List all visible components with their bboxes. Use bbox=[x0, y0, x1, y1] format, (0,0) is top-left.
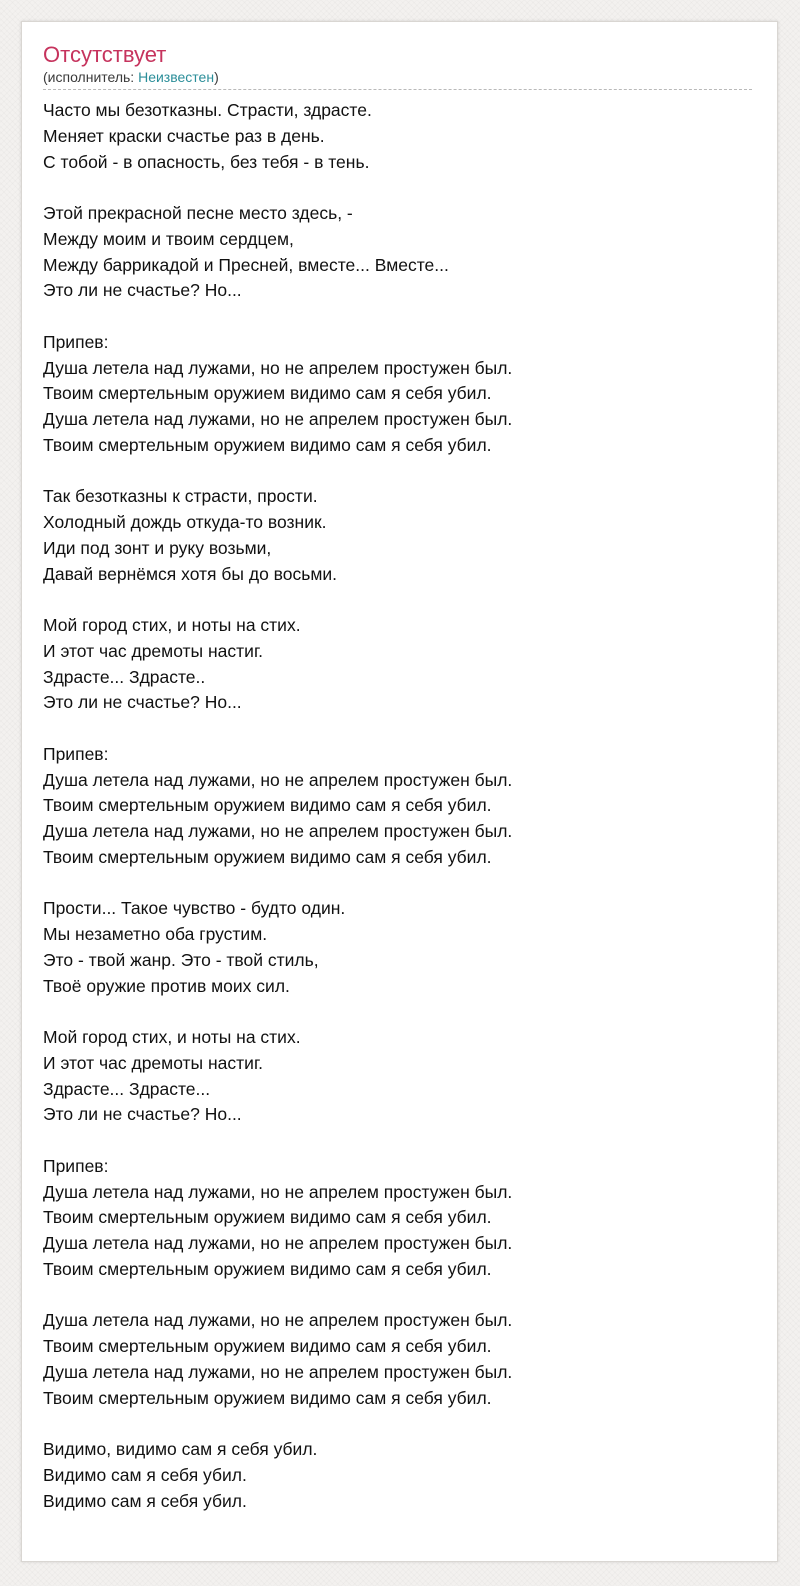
lyrics-stanza bbox=[43, 330, 757, 459]
lyrics-line: Душа летела над лужами, но не апрелем простужен был. bbox=[43, 1361, 513, 1382]
artist-link[interactable]: Неизвестен bbox=[138, 69, 215, 85]
artist-suffix: ) bbox=[214, 69, 219, 85]
lyrics-line: Мой город стих, и ноты на стих. bbox=[43, 1027, 301, 1047]
song-title: Отсутствует bbox=[43, 42, 167, 67]
lyrics-line: Твоим смертельным оружием видимо сам я себя убил. bbox=[43, 846, 492, 867]
lyrics-line: Это ли не счастье? Но... bbox=[43, 1104, 242, 1125]
lyrics-stanza bbox=[43, 742, 757, 871]
lyrics-line: Твоим смертельным оружием видимо сам я себя убил. bbox=[43, 1207, 492, 1228]
lyrics-line: Это ли не счастье? Но... bbox=[43, 280, 242, 301]
lyrics-stanza bbox=[43, 896, 757, 999]
lyrics-line: Твоим смертельным оружием видимо сам я себя убил. bbox=[43, 1387, 492, 1408]
lyrics-line: Видимо сам я себя убил. bbox=[43, 1490, 247, 1511]
lyrics-line: Припев: bbox=[43, 1155, 109, 1176]
lyrics-line: Припев: bbox=[43, 331, 109, 352]
lyrics-line: Это ли не счастье? Но... bbox=[43, 692, 242, 713]
lyrics-line: Прости... Такое чувство - будто один. bbox=[43, 898, 346, 919]
lyrics-line: Твоим смертельным оружием видимо сам я себя убил. bbox=[43, 434, 492, 455]
lyrics-line: С тобой - в опасность, без тебя - в тень. bbox=[43, 151, 370, 172]
lyrics-line: Часто мы безотказны. Страсти, здрасте. bbox=[43, 100, 372, 120]
lyrics-line: Это - твой жанр. Это - твой стиль, bbox=[43, 949, 319, 970]
lyrics-line: Душа летела над лужами, но не апрелем простужен был. bbox=[43, 357, 513, 378]
lyrics-line: Мы незаметно оба грустим. bbox=[43, 924, 268, 944]
lyrics-line: Душа летела над лужами, но не апрелем простужен был. bbox=[43, 821, 513, 841]
lyrics-stanza bbox=[43, 613, 757, 716]
lyrics-line: Между моим и твоим сердцем, bbox=[43, 228, 294, 249]
lyrics-line: Душа летела над лужами, но не апрелем простужен был. bbox=[43, 409, 513, 429]
lyrics-line: Иди под зонт и руку возьми, bbox=[43, 537, 272, 558]
lyrics-line: Этой прекрасной песне место здесь, - bbox=[43, 203, 353, 223]
lyrics-line: Твоим смертельным оружием видимо сам я себя убил. bbox=[43, 1258, 492, 1279]
lyrics-line: Между баррикадой и Пресней, вместе... Вместе... bbox=[43, 254, 449, 275]
lyrics-line: Видимо сам я себя убил. bbox=[43, 1464, 247, 1485]
lyrics-line: Меняет краски счастье раз в день. bbox=[43, 125, 325, 146]
lyrics-line: Твоим смертельным оружием видимо сам я себя убил. bbox=[43, 1336, 492, 1356]
artist-line bbox=[43, 68, 752, 90]
lyrics-line: Здрасте... Здрасте.. bbox=[43, 666, 206, 687]
lyrics-stanza bbox=[43, 1437, 757, 1514]
lyrics-card bbox=[21, 21, 778, 1562]
lyrics-line: Давай вернёмся хотя бы до восьми. bbox=[43, 563, 338, 584]
lyrics-line: Душа летела над лужами, но не апрелем простужен был. bbox=[43, 769, 513, 790]
lyrics-line: Мой город стих, и ноты на стих. bbox=[43, 615, 301, 635]
lyrics-line: И этот час дремоты настиг. bbox=[43, 640, 264, 661]
lyrics-stanza bbox=[43, 98, 757, 175]
lyrics-line: Твоё оружие против моих сил. bbox=[43, 975, 290, 996]
lyrics-stanza bbox=[43, 1025, 757, 1128]
lyrics-line: Так безотказны к страсти, прости. bbox=[43, 486, 318, 507]
lyrics-line: Видимо, видимо сам я себя убил. bbox=[43, 1439, 318, 1459]
lyrics-line: Припев: bbox=[43, 743, 109, 764]
lyrics-line: И этот час дремоты настиг. bbox=[43, 1052, 264, 1073]
lyrics-stanza bbox=[43, 201, 757, 304]
lyrics-stanza bbox=[43, 484, 757, 587]
lyrics-line: Душа летела над лужами, но не апрелем простужен был. bbox=[43, 1233, 513, 1253]
lyrics-stanza bbox=[43, 1154, 757, 1283]
artist-prefix: (исполнитель: bbox=[43, 69, 139, 85]
lyrics-line: Холодный дождь откуда-то возник. bbox=[43, 512, 327, 532]
lyrics-body bbox=[43, 98, 757, 1514]
lyrics-line: Здрасте... Здрасте... bbox=[43, 1078, 211, 1099]
lyrics-line: Твоим смертельным оружием видимо сам я себя убил. bbox=[43, 795, 492, 816]
lyrics-line: Твоим смертельным оружием видимо сам я себя убил. bbox=[43, 383, 492, 404]
lyrics-line: Душа летела над лужами, но не апрелем простужен был. bbox=[43, 1181, 513, 1202]
lyrics-stanza bbox=[43, 1308, 757, 1411]
lyrics-line: Душа летела над лужами, но не апрелем простужен был. bbox=[43, 1310, 513, 1331]
